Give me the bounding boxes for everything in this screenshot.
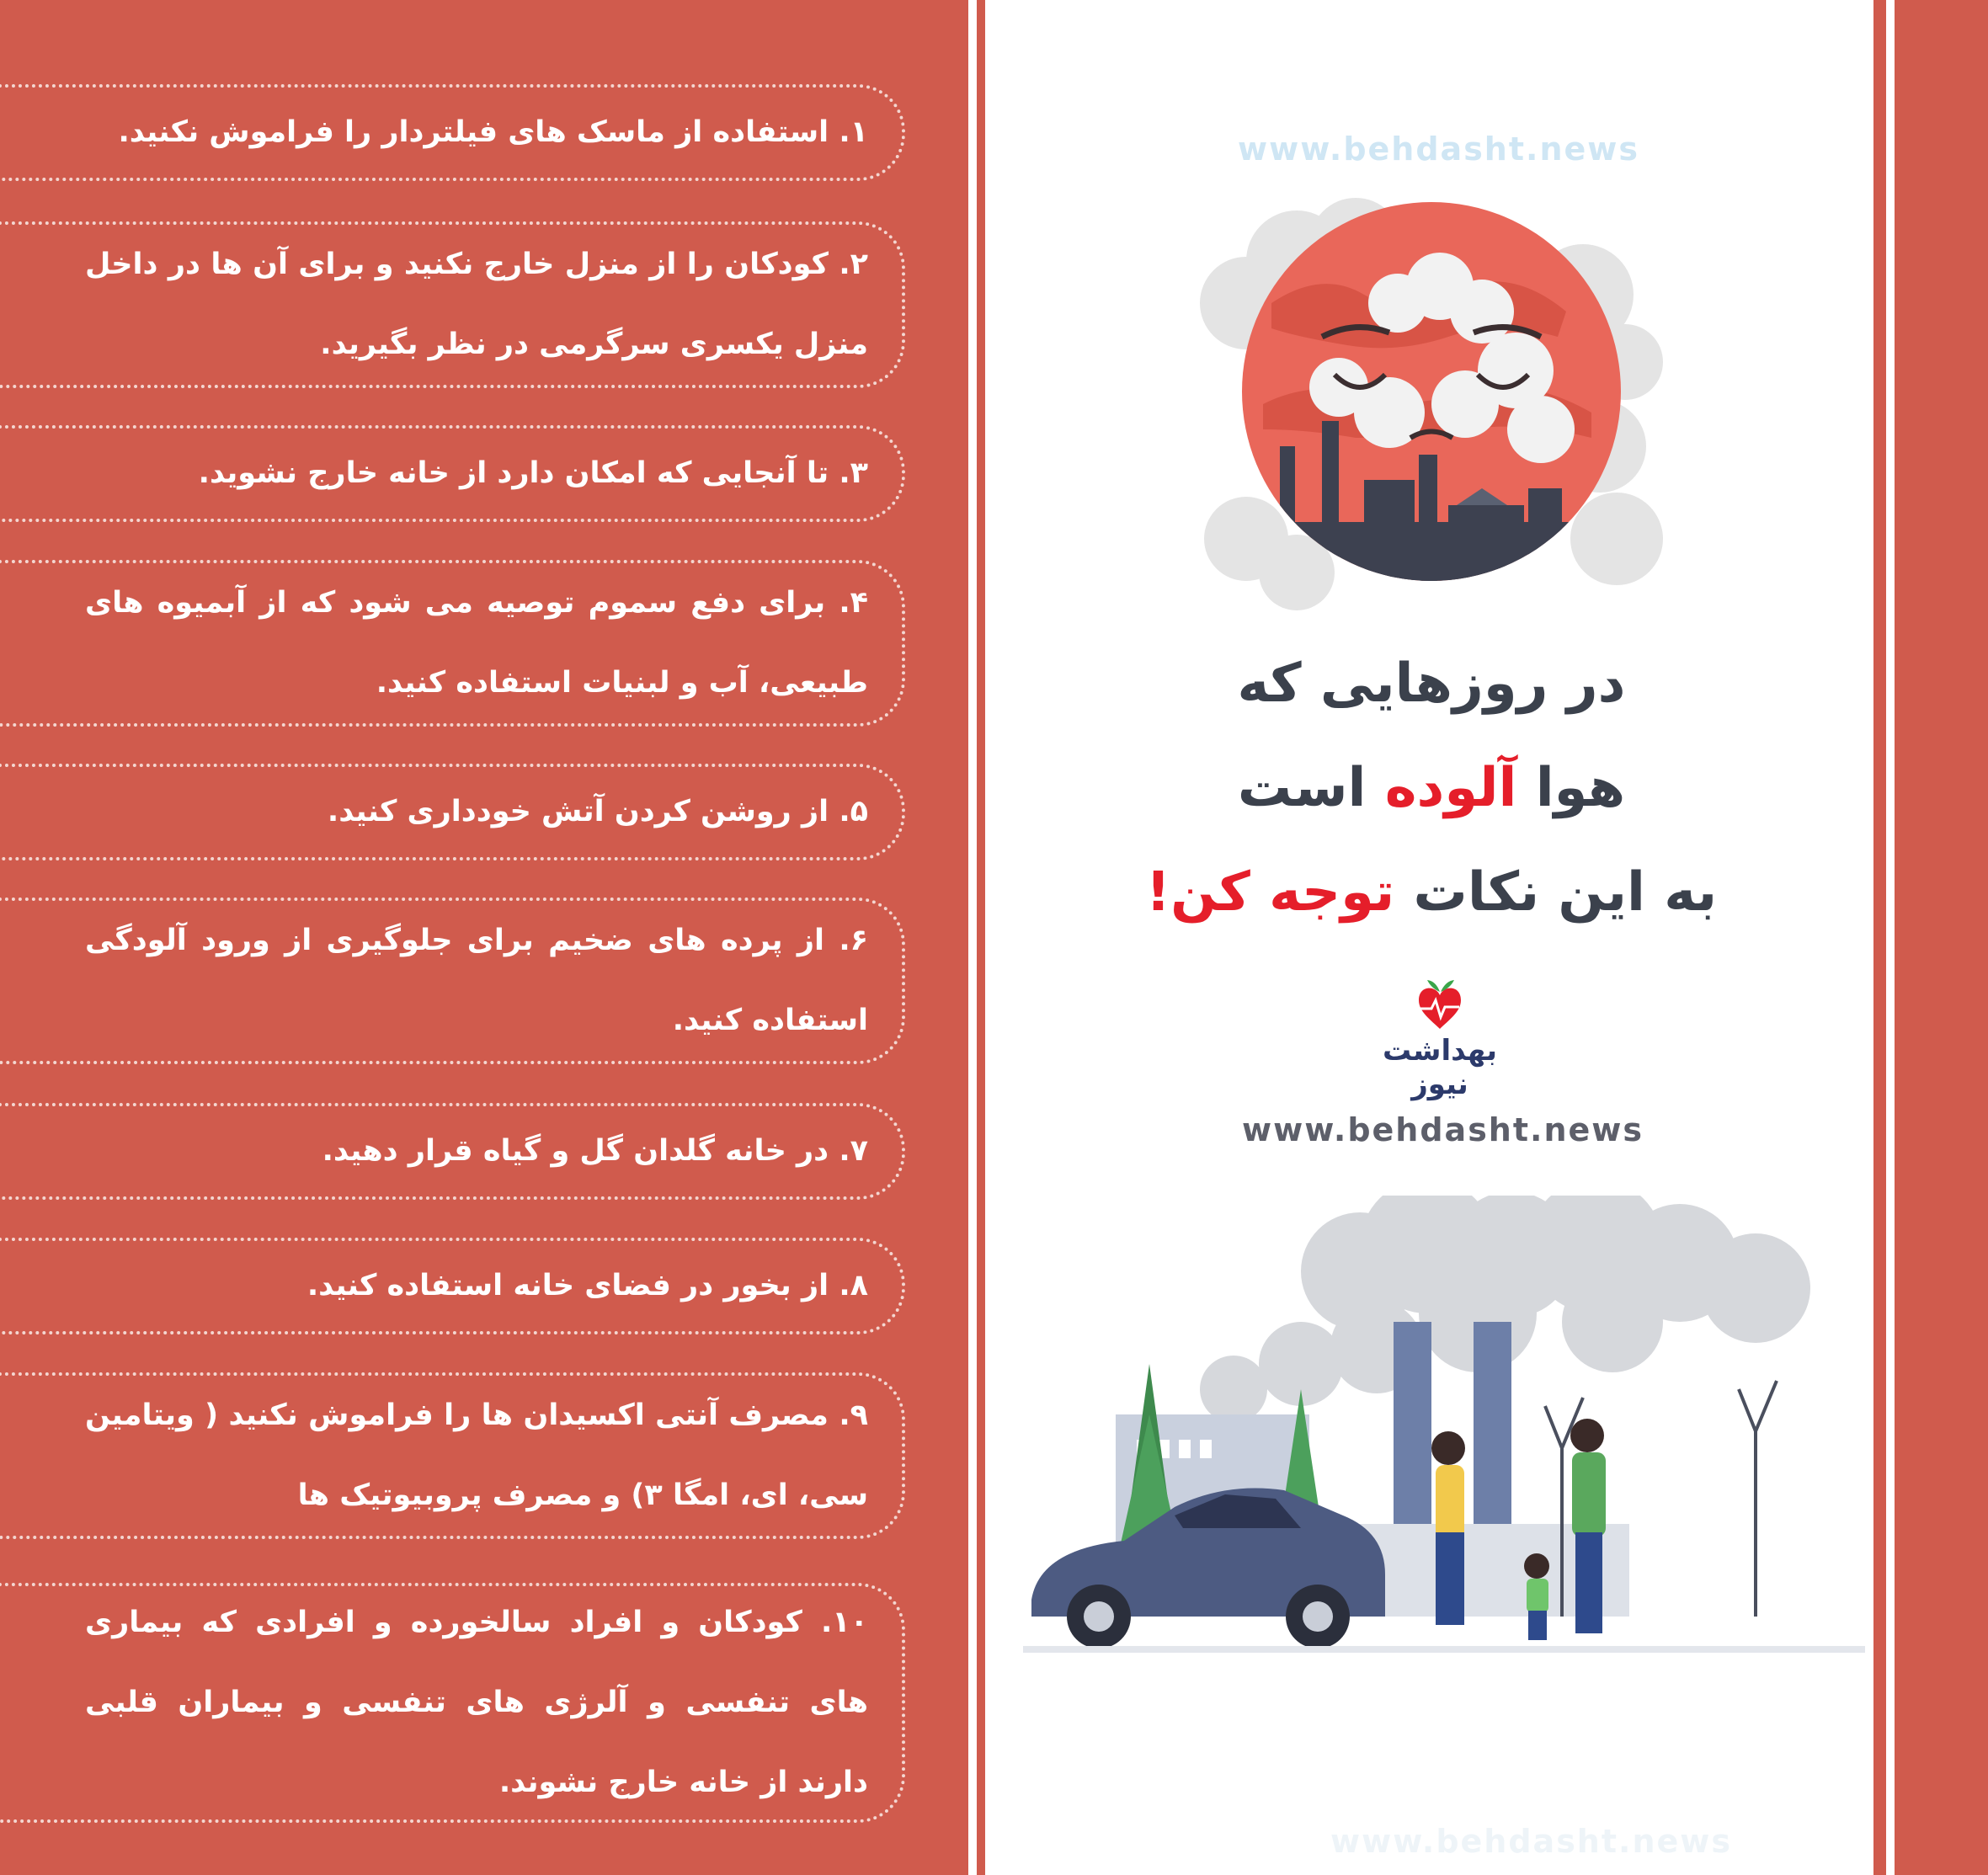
- headline-highlight: آلوده: [1384, 757, 1517, 819]
- tip-text: ۶. از پرده های ضخیم برای جلوگیری از ورود آلودگی استفاده کنید.: [85, 924, 868, 1037]
- tip-text: ۲. کودکان را از منزل خارج نکنید و برای آن ها در داخل منزل یکسری سرگرمی در نظر بگیرید.: [85, 248, 868, 361]
- tip-text: ۸. از بخور در فضای خانه استفاده کنید.: [306, 1269, 868, 1302]
- tip-text: ۱. استفاده از ماسک های فیلتردار را فراموش نکنید.: [118, 115, 868, 149]
- list-item: [0, 84, 905, 181]
- tip-text: ۵. از روشن کردن آتش خودداری کنید.: [327, 795, 868, 828]
- tip-text: ۱۰. کودکان و افراد سالخورده و افرادی که بیماری های تنفسی و آلرژی های تنفسی و بیماران قلبی دارند از خانه خارج نشوند.: [85, 1606, 868, 1799]
- watermark-bottom: www.behdasht.news: [1330, 1823, 1733, 1860]
- headline-line-1: در روزهایی که: [1237, 653, 1626, 715]
- list-item: [0, 1583, 905, 1823]
- tip-text: ۴. برای دفع سموم توصیه می شود که از آبمیوه های طبیعی، آب و لبنیات استفاده کنید.: [85, 586, 868, 700]
- headline-line-3: [1095, 840, 1768, 945]
- tip-text: ۳. تا آنجایی که امکان دارد از خانه خارج نشوید.: [198, 456, 868, 490]
- brand-name: بهداشت نیوز: [1383, 1034, 1497, 1101]
- headline-word: هوا: [1535, 757, 1626, 819]
- tip-text: ۹. مصرف آنتی اکسیدان ها را فراموش نکنید ( ویتامین سی، ای، امگا ۳) و مصرف پروبیوتیک ها: [85, 1398, 868, 1512]
- headline-word: به این نکات: [1413, 861, 1718, 924]
- headline: [1095, 631, 1768, 945]
- stripe-left: [968, 0, 977, 1875]
- list-item: [0, 560, 905, 727]
- city-pollution-illustration: [1023, 1196, 1865, 1667]
- list-item: [0, 1103, 905, 1200]
- list-item: [0, 1372, 905, 1539]
- polluted-earth-illustration: [1196, 168, 1667, 615]
- list-item: [0, 898, 905, 1064]
- headline-line-2: [1095, 736, 1768, 840]
- tip-text: ۷. در خانه گلدان گل و گیاه قرار دهید.: [322, 1134, 868, 1168]
- list-item: [0, 764, 905, 860]
- list-item: [0, 425, 905, 522]
- website-link[interactable]: www.behdasht.news: [1242, 1111, 1644, 1148]
- stripe-right: [1886, 0, 1895, 1875]
- headline-word: است: [1237, 757, 1367, 819]
- list-item: [0, 1238, 905, 1334]
- watermark-top: www.behdasht.news: [1238, 131, 1640, 168]
- tips-list: [0, 0, 918, 1875]
- list-item: [0, 221, 905, 388]
- headline-highlight: توجه کن!: [1145, 861, 1395, 924]
- heart-logo-icon: [1394, 977, 1486, 1036]
